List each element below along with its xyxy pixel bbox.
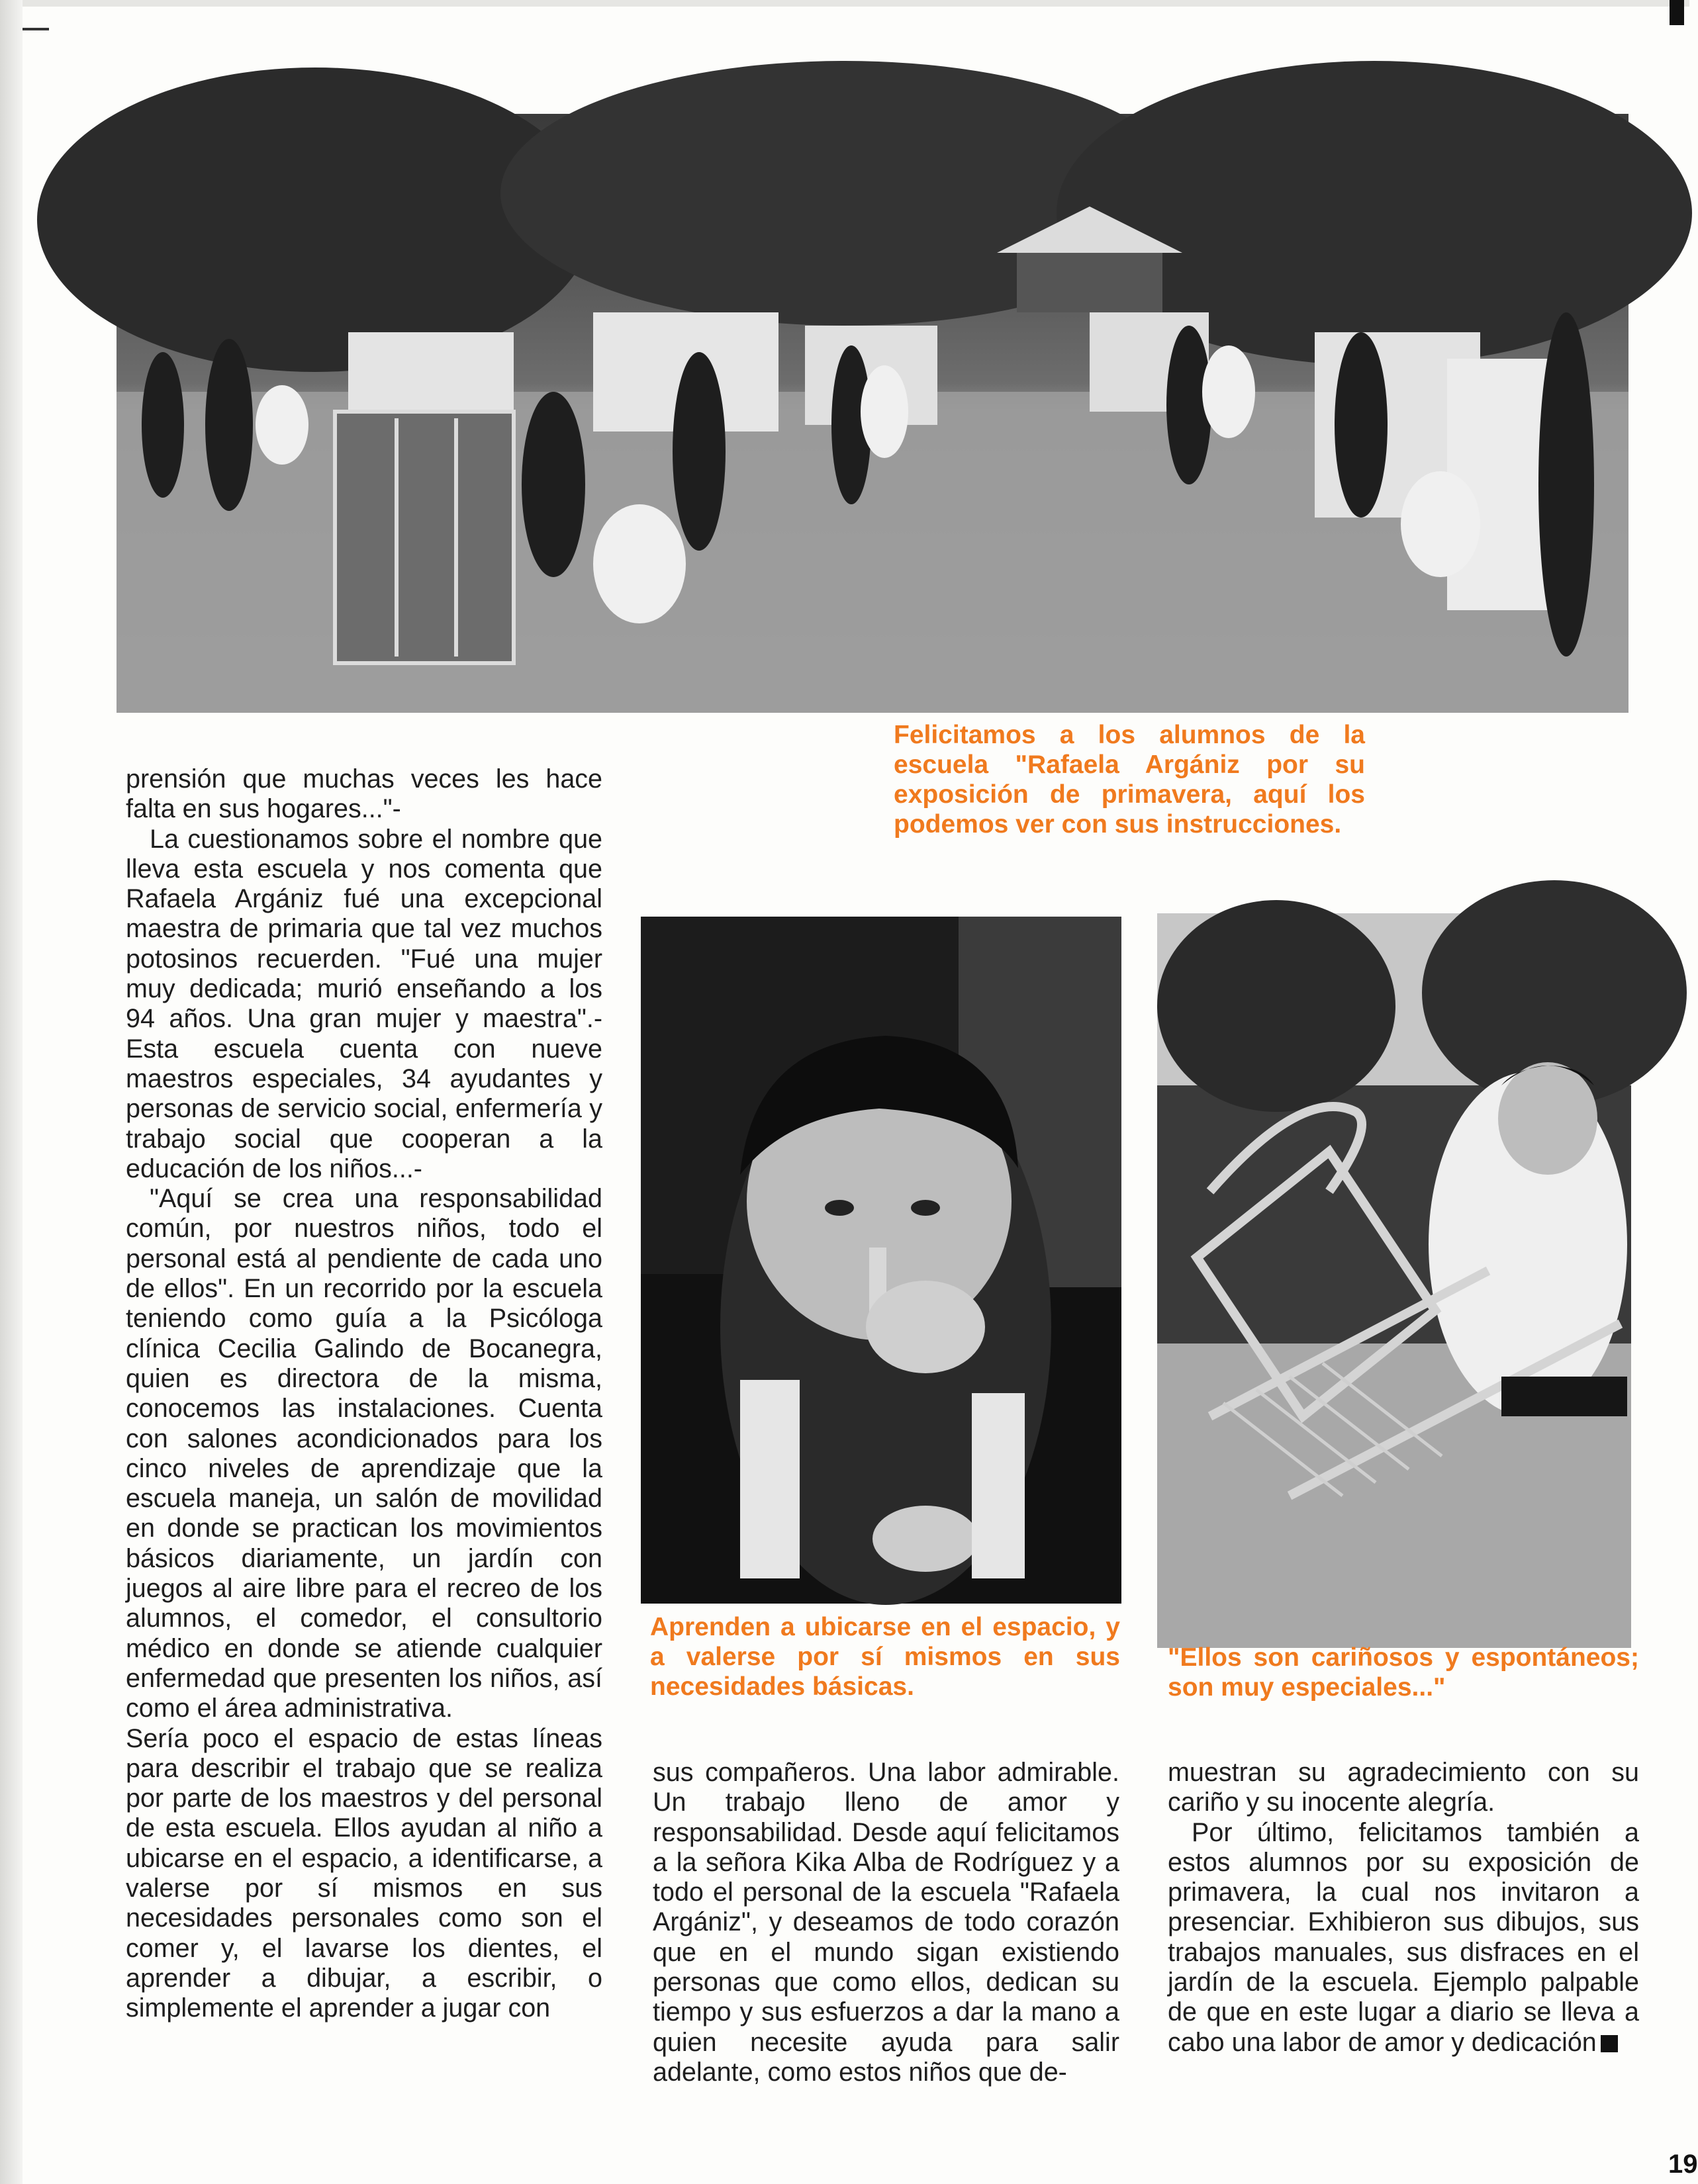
top-rule [23,28,49,30]
article-column-middle [653,1758,1119,2087]
article-column-right [1168,1758,1639,2058]
scan-edge-top [0,0,1689,7]
child-photo-image [641,917,1121,1604]
scan-edge-left [0,0,23,2184]
corner-mark [1670,0,1684,25]
article-column-left [126,764,602,2023]
article-paragraph-final [1168,1818,1639,2058]
main-photo [117,114,1628,713]
main-photo-image [117,114,1628,713]
swing-photo-image [1157,913,1631,1648]
article-paragraph: muestran su agradecimiento con su cariño y su inocente alegría. [1168,1758,1639,1817]
article-final-text: Por último, felicitamos también a estos alumnos por su exposición de primavera, la cual nos invitaron a presenciar. Exhibieron sus dibujos, sus trabajos manuales, sus disfraces en el jardín de la escuela. Ejemplo palpable de que en este lugar a diario se lleva a cabo una labor de amor y dedicación [1168,1817,1639,2057]
end-of-article-mark [1601,2035,1618,2052]
caption-exhibition: Felicitamos a los alumnos de la escuela "Rafaela Argániz por su exposición de primavera, aquí los podemos ver con sus instrucciones. [894,721,1365,839]
swing-photo [1157,913,1631,1648]
article-paragraph: prensión que muchas veces les hace falta en sus hogares..."- [126,764,602,824]
caption-child: Aprenden a ubicarse en el espacio, y a valerse por sí mismos en sus necesidades básicas. [650,1613,1120,1701]
article-paragraph: Sería poco el espacio de estas líneas para describir el trabajo que se realiza por parte de los maestros y del personal de esta escuela. Ellos ayudan al niño a ubicarse en el espacio, a identificarse, a valerse por sí mismos en sus necesidades personales como son el comer y, el lavarse los dientes, el aprender a dibujar, a escribir, o simplemente el aprender a jugar con [126,1723,602,2023]
page-number: 19 [1668,2150,1698,2179]
article-paragraph: sus compañeros. Una labor admirable. Un trabajo lleno de amor y responsabilidad. Desde aquí felicitamos a la señora Kika Alba de Rodríguez y a todo el personal de la escuela "Rafaela Argániz", y deseamos de todo corazón que en el mundo sigan existiendo personas que como ellos, dedican su tiempo y sus esfuerzos a dar la mano a quien necesite ayuda para salir adelante, como estos niños que de- [653,1758,1119,2087]
child-photo [641,917,1121,1604]
article-paragraph: La cuestionamos sobre el nombre que lleva esta escuela y nos comenta que Rafaela Argániz fué una excepcional maestra de primaria que tal vez muchos potosinos recuerden. "Fué una mujer muy dedicada; murió enseñando a los 94 años. Una gran mujer y maestra".- Esta escuela cuenta con nueve maestros especiales, 34 ayudantes y personas de servicio social, enfermería y trabajo social que cooperan a la educación de los niños...- [126,824,602,1183]
caption-swing: "Ellos son cariñosos y espontáneos; son muy especiales..." [1168,1643,1639,1702]
article-paragraph: "Aquí se crea una responsabilidad común, por nuestros niños, todo el personal está al pendiente de cada uno de ellos". En un recorrido por la escuela teniendo como guía a la Psicóloga clínica Cecilia Galindo de Bocanegra, quien es directora de la misma, conocemos las instalaciones. Cuenta con salones acondicionados para los cinco niveles de aprendizaje que la escuela maneja, un salón de movilidad en donde se practican los movimientos básicos diariamente, un jardín con juegos al aire libre para el recreo de los alumnos, el comedor, el consultorio médico en donde se atiende cualquier enfermedad que presenten los niños, así como el área administrativa. [126,1184,602,1723]
